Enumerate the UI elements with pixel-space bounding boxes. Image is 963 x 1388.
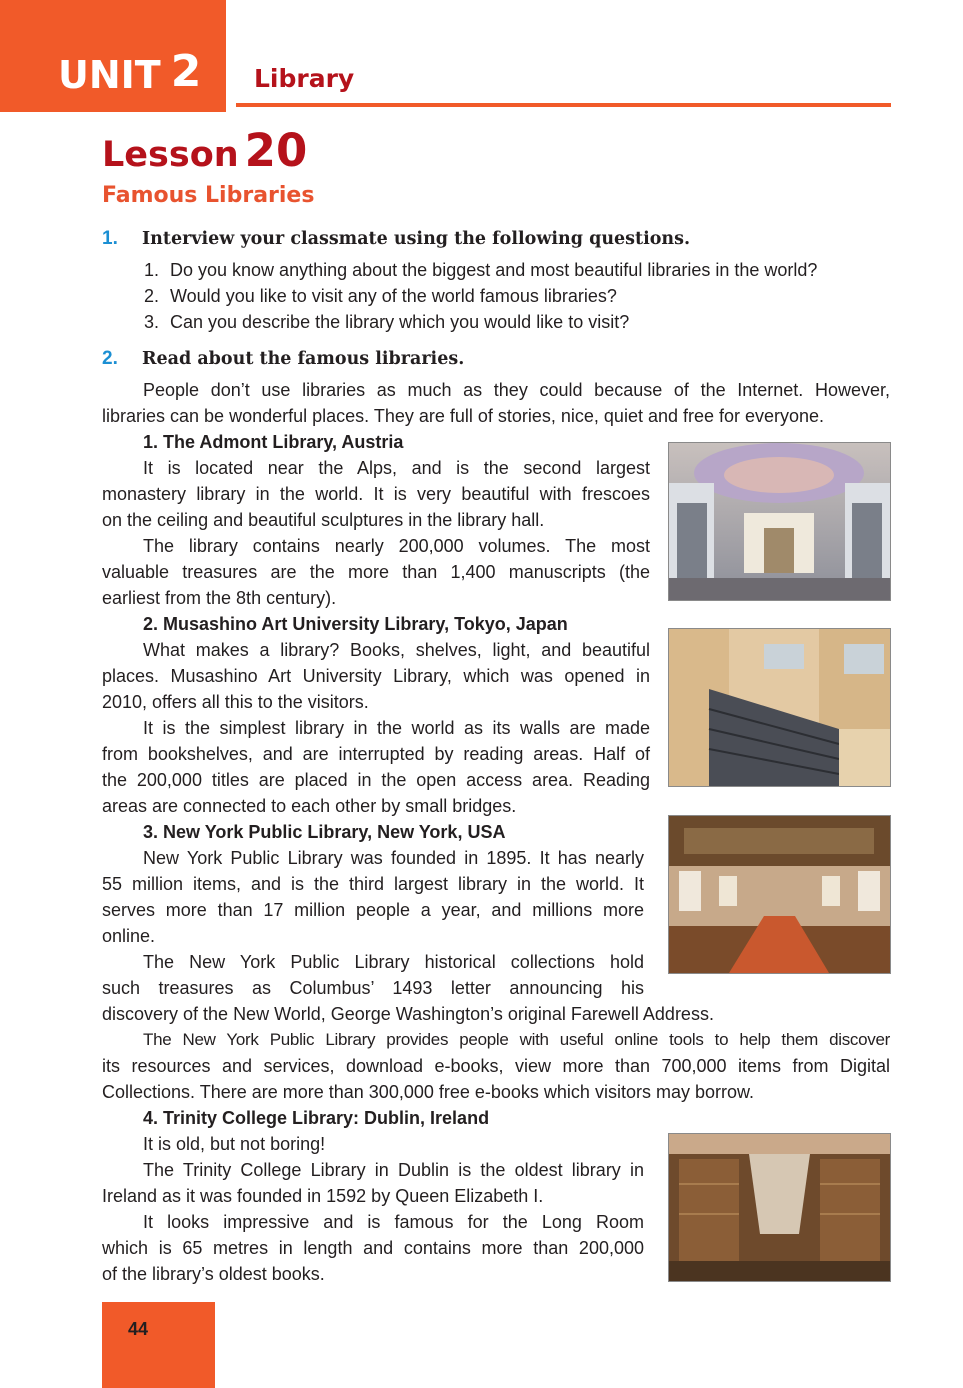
paragraph-line: New York Public Library was founded in 1895. It has nearly	[143, 848, 644, 868]
section-heading: 1. The Admont Library, Austria	[143, 432, 404, 452]
paragraph-line: The New York Public Library historical collections hold	[143, 952, 644, 972]
paragraph-line: areas are connected to each other by small bridges.	[102, 796, 517, 816]
unit-number: 2	[170, 46, 202, 97]
paragraph-line: valuable treasures are the more than 1,400 manuscripts (the	[102, 562, 650, 582]
page-number-box	[102, 1302, 215, 1388]
lesson-title: Lesson 20	[102, 124, 308, 177]
task-1-instruction: 1. Interview your classmate using the following questions.	[102, 228, 691, 249]
unit-label: UNIT 2	[58, 46, 202, 97]
task-number: 1.	[102, 228, 118, 249]
paragraph-line: from bookshelves, and are interrupted by reading areas. Half of	[102, 744, 650, 764]
paragraph-line: The library contains nearly 200,000 volumes. The most	[143, 536, 650, 556]
paragraph-line: places. Musashino Art University Library, which was opened in	[102, 666, 650, 686]
paragraph-line: 2010, offers all this to the visitors.	[102, 692, 369, 712]
paragraph-line: What makes a library? Books, shelves, light, and beautiful	[143, 640, 650, 660]
paragraph-line: online.	[102, 926, 156, 946]
paragraph-line: Collections. There are more than 300,000 free e-books which visitors may borrow.	[102, 1082, 754, 1102]
header-divider	[236, 103, 891, 107]
paragraph-line: It is the simplest library in the world as its walls are made	[143, 718, 650, 738]
admont-library-photo	[668, 442, 891, 601]
paragraph-line: its resources and services, download e-books, view more than 700,000 items from Digital	[102, 1056, 890, 1076]
question-item: 1. Do you know anything about the biggest and most beautiful libraries in the world?	[144, 260, 818, 280]
section-heading: 2. Musashino Art University Library, Tokyo, Japan	[143, 614, 568, 634]
paragraph-line: The Trinity College Library in Dublin is the oldest library in	[143, 1160, 644, 1180]
paragraph-line: earliest from the 8th century).	[102, 588, 337, 608]
paragraph-line: on the ceiling and beautiful sculptures in the library hall.	[102, 510, 545, 530]
paragraph-line: It is located near the Alps, and is the second largest	[143, 458, 650, 478]
paragraph-line: such treasures as Columbus’ 1493 letter announcing his	[102, 978, 644, 998]
question-item: 2. Would you like to visit any of the world famous libraries?	[144, 286, 617, 306]
question-item: 3. Can you describe the library which you would like to visit?	[144, 312, 630, 332]
task-2-instruction: 2. Read about the famous libraries.	[102, 348, 465, 369]
paragraph-line: which is 65 metres in length and contains more than 200,000	[102, 1238, 644, 1258]
trinity-library-photo	[668, 1133, 891, 1282]
paragraph-line: of the library’s oldest books.	[102, 1264, 325, 1284]
intro-line: libraries can be wonderful places. They are full of stories, nice, quiet and free for everyone.	[102, 406, 825, 426]
paragraph-line: discovery of the New World, George Washington’s original Farewell Address.	[102, 1004, 714, 1024]
paragraph-line: 55 million items, and is the third largest library in the world. It	[102, 874, 644, 894]
section-heading: 3. New York Public Library, New York, USA	[143, 822, 506, 842]
task-number: 2.	[102, 348, 118, 369]
section-heading: 4. Trinity College Library: Dublin, Ireland	[143, 1108, 490, 1128]
musashino-library-photo	[668, 628, 891, 787]
unit-title: Library	[254, 64, 355, 93]
lesson-subtitle: Famous Libraries	[102, 183, 315, 208]
new-york-library-photo	[668, 815, 891, 974]
paragraph-line: The New York Public Library provides people with useful online tools to help them discover	[143, 1030, 890, 1049]
paragraph-line: serves more than 17 million people a year, and millions more	[102, 900, 644, 920]
page-number: 44	[128, 1319, 149, 1339]
paragraph-line: It looks impressive and is famous for the Long Room	[143, 1212, 644, 1232]
lesson-number: 20	[244, 124, 308, 177]
paragraph-line: Ireland as it was founded in 1592 by Queen Elizabeth I.	[102, 1186, 544, 1206]
intro-line: People don’t use libraries as much as they could because of the Internet. However,	[143, 380, 890, 400]
paragraph-line: monastery library in the world. It is very beautiful with frescoes	[102, 484, 650, 504]
paragraph-line: It is old, but not boring!	[143, 1134, 326, 1154]
paragraph-line: the 200,000 titles are placed in the open access area. Reading	[102, 770, 650, 790]
